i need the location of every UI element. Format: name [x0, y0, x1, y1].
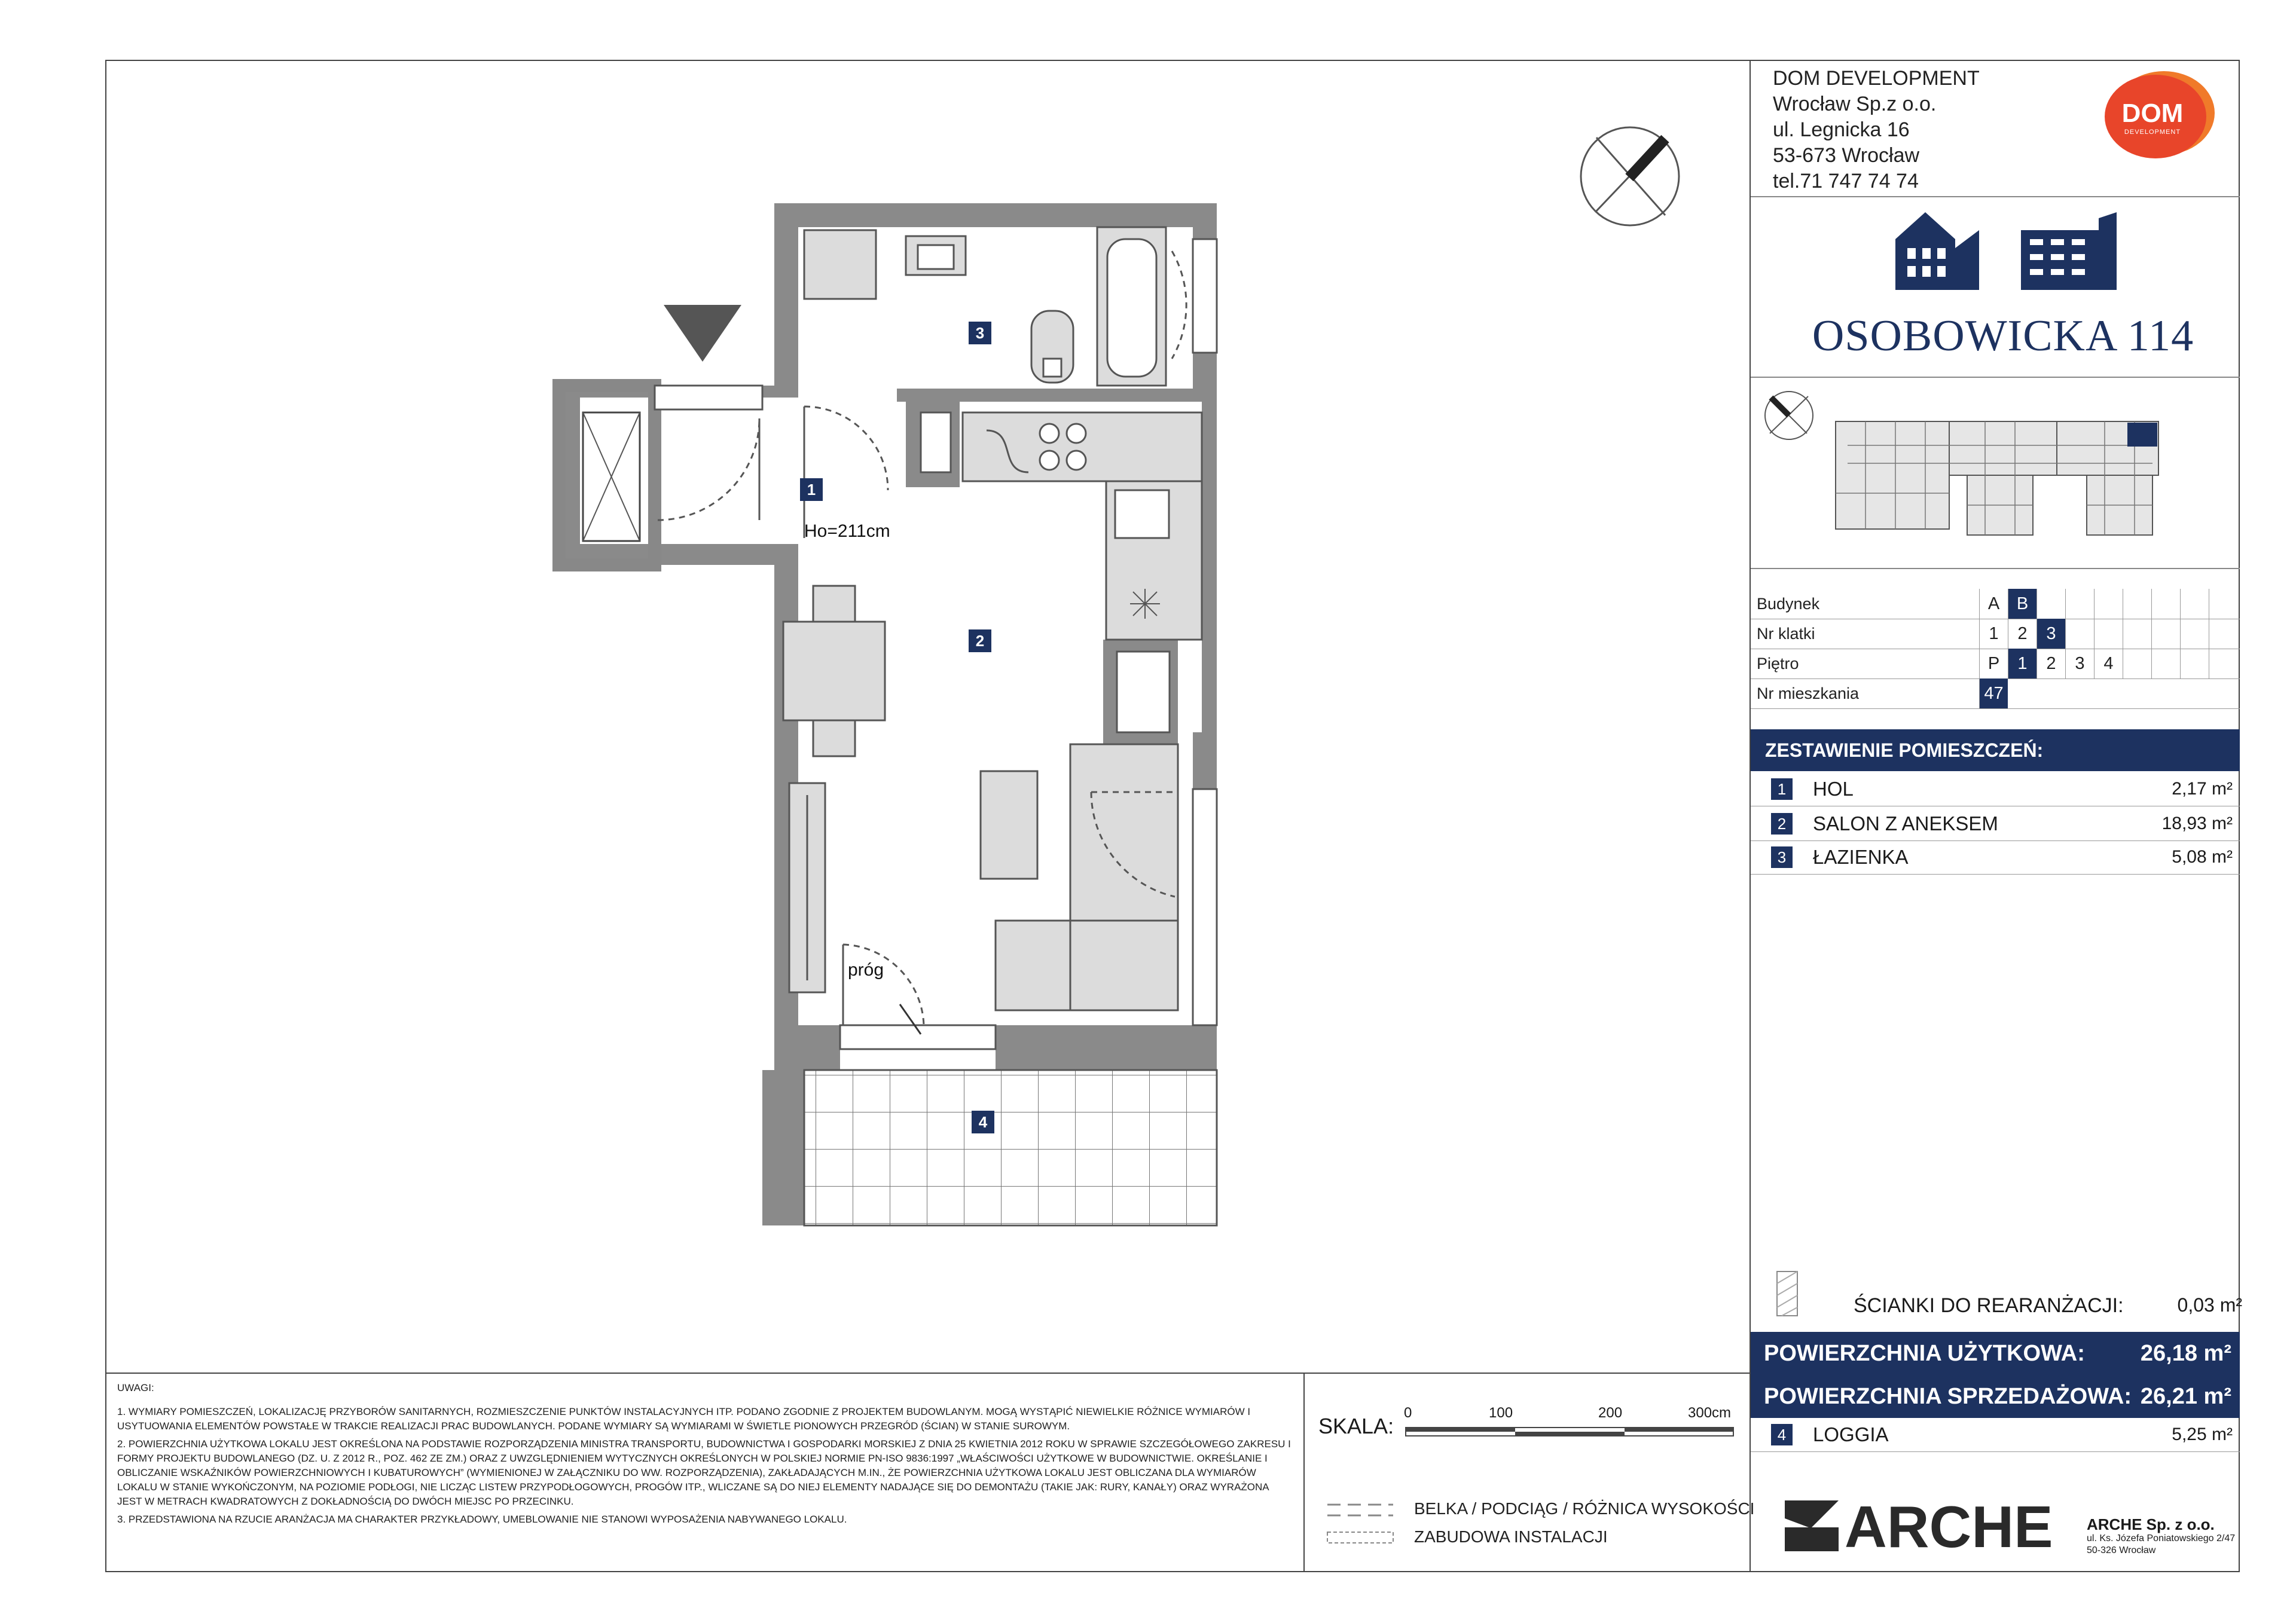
- usable-area-label: POWIERZCHNIA UŻYTKOWA:: [1764, 1341, 2085, 1366]
- rooms-header: [1751, 729, 2240, 771]
- title-divider: [1751, 196, 2240, 197]
- grid-cell-empty: [2180, 649, 2209, 678]
- threshold-label: próg: [848, 960, 884, 980]
- project-building-illustration: [1889, 206, 2129, 296]
- architect-city: 50-326 Wrocław: [2087, 1545, 2156, 1555]
- loggia-row: [1751, 1418, 2240, 1452]
- grid-label-building: Budynek: [1757, 595, 1820, 613]
- grid-cell-building-a: A: [1979, 589, 2008, 619]
- company-phone: tel.71 747 74 74: [1773, 170, 1919, 192]
- arche-logo-text: ARCHE: [1845, 1494, 2053, 1554]
- logo-text: DOM: [2121, 99, 2184, 128]
- loggia-num: 4: [1771, 1424, 1793, 1445]
- room-marker-2: 2: [975, 632, 985, 650]
- grid-cell-floor-1: 1: [2008, 649, 2037, 678]
- grid-cell-floor-2: 2: [2037, 649, 2065, 678]
- scale-tick-0: 0: [1404, 1405, 1412, 1421]
- title-divider-2: [1751, 377, 2240, 378]
- grid-cell-empty: [2123, 649, 2151, 678]
- company-address: ul. Legnicka 16: [1773, 118, 1910, 141]
- key-plan-compass-icon: [1765, 392, 1813, 439]
- grid-cell-empty: [2094, 589, 2123, 619]
- legend-divider: [1303, 1373, 1305, 1572]
- grid-cell-empty: [2094, 619, 2123, 649]
- grid-cell-empty: [2151, 649, 2180, 678]
- legend-installation: ZABUDOWA INSTALACJI: [1414, 1527, 1608, 1546]
- room-num: 3: [1771, 846, 1793, 868]
- architect-address: ul. Ks. Józefa Poniatowskiego 2/47: [2087, 1533, 2236, 1543]
- notes-divider: [105, 1373, 1751, 1374]
- grid-cell-floor-3: 3: [2065, 649, 2094, 678]
- grid-label-apartment: Nr mieszkania: [1757, 684, 1860, 702]
- grid-cell-empty: [2209, 589, 2237, 619]
- room-marker-3: 3: [975, 324, 985, 342]
- room-area: 5,08 m²: [2172, 847, 2233, 867]
- company-name: DOM DEVELOPMENT: [1773, 67, 1980, 90]
- entrance-arrow-icon: [664, 305, 741, 362]
- coffee-table: [981, 771, 1037, 879]
- loggia-area: 5,25 m²: [2172, 1425, 2233, 1444]
- legend-symbols: [1324, 1497, 1396, 1545]
- north-arrow-icon: [1581, 127, 1679, 225]
- room-num: 1: [1771, 778, 1793, 800]
- arche-logo: [1785, 1494, 2084, 1554]
- room-row-1: [1751, 772, 2240, 806]
- scale-tick-100: 100: [1489, 1405, 1513, 1421]
- architect-name: ARCHE Sp. z o.o.: [2087, 1515, 2215, 1533]
- walls-area: 0,03 m²: [2177, 1294, 2242, 1316]
- loggia-floor: [804, 1070, 1217, 1225]
- note-3: 3. PRZEDSTAWIONA NA RZUCIE ARANŻACJA MA CHARAKTER PRZYKŁADOWY, UMEBLOWANIE NIE STANOWI WYPOSAŻENIA NABYWANEGO LOKALU.: [117, 1514, 847, 1525]
- grid-cell-empty: [2180, 619, 2209, 649]
- usable-area-value: 26,18 m²: [2140, 1341, 2231, 1366]
- walls-label: ŚCIANKI DO REARANŻACJI:: [1854, 1294, 2124, 1317]
- grid-cell-empty: [2123, 619, 2151, 649]
- room-area: 2,17 m²: [2172, 779, 2233, 799]
- grid-cell-empty: [2037, 589, 2065, 619]
- grid-cell-empty: [2209, 619, 2237, 649]
- grid-cell-empty: [2209, 649, 2237, 678]
- grid-cell-staircase-2: 2: [2008, 619, 2037, 649]
- grid-cell-empty: [2151, 619, 2180, 649]
- scale-label: SKALA:: [1318, 1414, 1394, 1438]
- grid-cell-building-b: B: [2008, 589, 2037, 619]
- entrance-door: [655, 386, 762, 520]
- grid-cell-apartment-47: 47: [1979, 678, 2008, 708]
- sale-area-band: [1751, 1375, 2240, 1418]
- room-name: HOL: [1813, 778, 1854, 800]
- grid-cell-empty: [2065, 619, 2094, 649]
- note-1: 1. WYMIARY POMIESZCZEŃ, LOKALIZACJĘ PRZYBORÓW SANITARNYCH, ROZMIESZCZENIE PUNKTÓW INSTALACYJNYCH ITP. PODANO ZGODNIE Z PROJEKTEM BUDOWLANYM. MOGĄ WYSTĄPIĆ NIEWIELKIE RÓŻNICE WYMIARÓW I USYTUOWANIA ELEMENTÓW POWSTAŁE W TRAKCIE REALIZACJI PRAC BUDOWLANYCH. PODANE WYMIARY SĄ WYMIARAMI W ŚWIETLE PIONOWYCH PRZEGRÓD (ŚCIAN) W STANIE SUROWYM.: [117, 1406, 1251, 1432]
- room-marker-4: 4: [978, 1113, 988, 1131]
- key-plan: [1758, 386, 2236, 565]
- usable-area-band: [1751, 1332, 2240, 1375]
- room-name: ŁAZIENKA: [1813, 846, 1909, 868]
- grid-cell-empty: [2151, 589, 2180, 619]
- project-title: OSOBOWICKA 114: [1812, 311, 2194, 360]
- grid-label-staircase: Nr klatki: [1757, 625, 1815, 643]
- room-name: SALON Z ANEKSEM: [1813, 812, 1998, 835]
- grid-divider-top: [1751, 568, 2240, 569]
- notes: [117, 1381, 1295, 1530]
- grid-cell-empty: [2123, 589, 2151, 619]
- grid-cell-empty: [2065, 589, 2094, 619]
- grid-cell-floor-4: 4: [2094, 649, 2123, 678]
- sale-area-label: POWIERZCHNIA SPRZEDAŻOWA:: [1764, 1384, 2132, 1409]
- sale-area-value: 26,21 m²: [2140, 1384, 2231, 1409]
- rooms-header-label: ZESTAWIENIE POMIESZCZEŃ:: [1765, 739, 2044, 761]
- key-plan-highlight: [2127, 423, 2157, 447]
- scale-bar: [1405, 1422, 1740, 1439]
- room-row-2: [1751, 807, 2240, 841]
- dining-table: [783, 586, 885, 756]
- dom-development-logo: [2105, 75, 2206, 158]
- scale-tick-300: 300cm: [1688, 1405, 1732, 1421]
- note-2: 2. POWIERZCHNIA UŻYTKOWA LOKALU JEST OKREŚLONA NA PODSTAWIE ROZPORZĄDZENIA MINISTRA TRANSPORTU, BUDOWNICTWA I GOSPODARKI MORSKIEJ Z DNIA 25 KWIETNIA 2012 ROKU W SPRAWIE SZCZEGÓŁOWEGO ZAKRESU I FORMY PROJEKTU BUDOWLANEGO (DZ. U. Z 2012 R., POZ. 462 ZE ZM.) ORAZ Z UWZGLĘDNIENIEM WYTYCZNYCH OKREŚLONYCH W POLSKIEJ NORMIE PN-ISO 9836:1997 „WŁAŚCIWOŚCI UŻYTKOWE W BUDOWNICTWIE. OKREŚLANIE I OBLICZANIE WSKAŹNIKÓW POWIERZCHNIOWYCH I KUBATUROWYCH” (WYMIENIONEJ W ZAŁĄCZNIKU DO WW. ROZPORZĄDZENIA), ZAKŁADAJĄCYCH M.IN., ŻE POWIERZCHNIA UŻYTKOWA LOKALU JEST OBLICZANA DLA WYMIARÓW LOKALU W STANIE WYKOŃCZONYM, NA POZIOMIE PODŁOGI, NIE LICZĄC LISTEW PRZYPODŁOGOWYCH, PROGÓW ITP., WLICZANE SĄ DO NIEJ ELEMENTY NADAJĄCE SIĘ DO DEMONTAŻU (TAKIE JAK: RURY, KANAŁY) ORAZ WYRAŻONA JEST W METRACH KWADRATOWYCH Z DOKŁADNOŚCIĄ DO DWÓCH MIEJSC PO PRZECINKU.: [117, 1438, 1291, 1507]
- room-row-3: [1751, 840, 2240, 875]
- grid-cell-empty: [2180, 589, 2209, 619]
- legend-beam: BELKA / PODCIĄG / RÓŻNICA WYSOKOŚCI: [1414, 1499, 1755, 1518]
- bathroom-fixtures: [804, 227, 1166, 386]
- grid-cell-floor-p: P: [1979, 649, 2008, 678]
- company-city: 53-673 Wrocław: [1773, 144, 1920, 167]
- logo-subtext: DEVELOPMENT: [2124, 129, 2181, 136]
- loggia-name: LOGGIA: [1813, 1423, 1889, 1445]
- scale-tick-200: 200: [1598, 1405, 1623, 1421]
- company-line2: Wrocław Sp.z o.o.: [1773, 93, 1937, 115]
- room-area: 18,93 m²: [2161, 814, 2233, 833]
- room-num: 2: [1771, 813, 1793, 835]
- height-label: Ho=211cm: [804, 521, 890, 541]
- room-marker-1: 1: [807, 481, 816, 499]
- grid-cell-staircase-3: 3: [2037, 619, 2065, 649]
- notes-title: UWAGI:: [117, 1382, 154, 1393]
- grid-cell-staircase-1: 1: [1979, 619, 2008, 649]
- rearrangement-wall-icon: [1776, 1270, 1800, 1318]
- grid-label-floor: Piętro: [1757, 655, 1799, 673]
- kitchen-counter: [963, 412, 1202, 640]
